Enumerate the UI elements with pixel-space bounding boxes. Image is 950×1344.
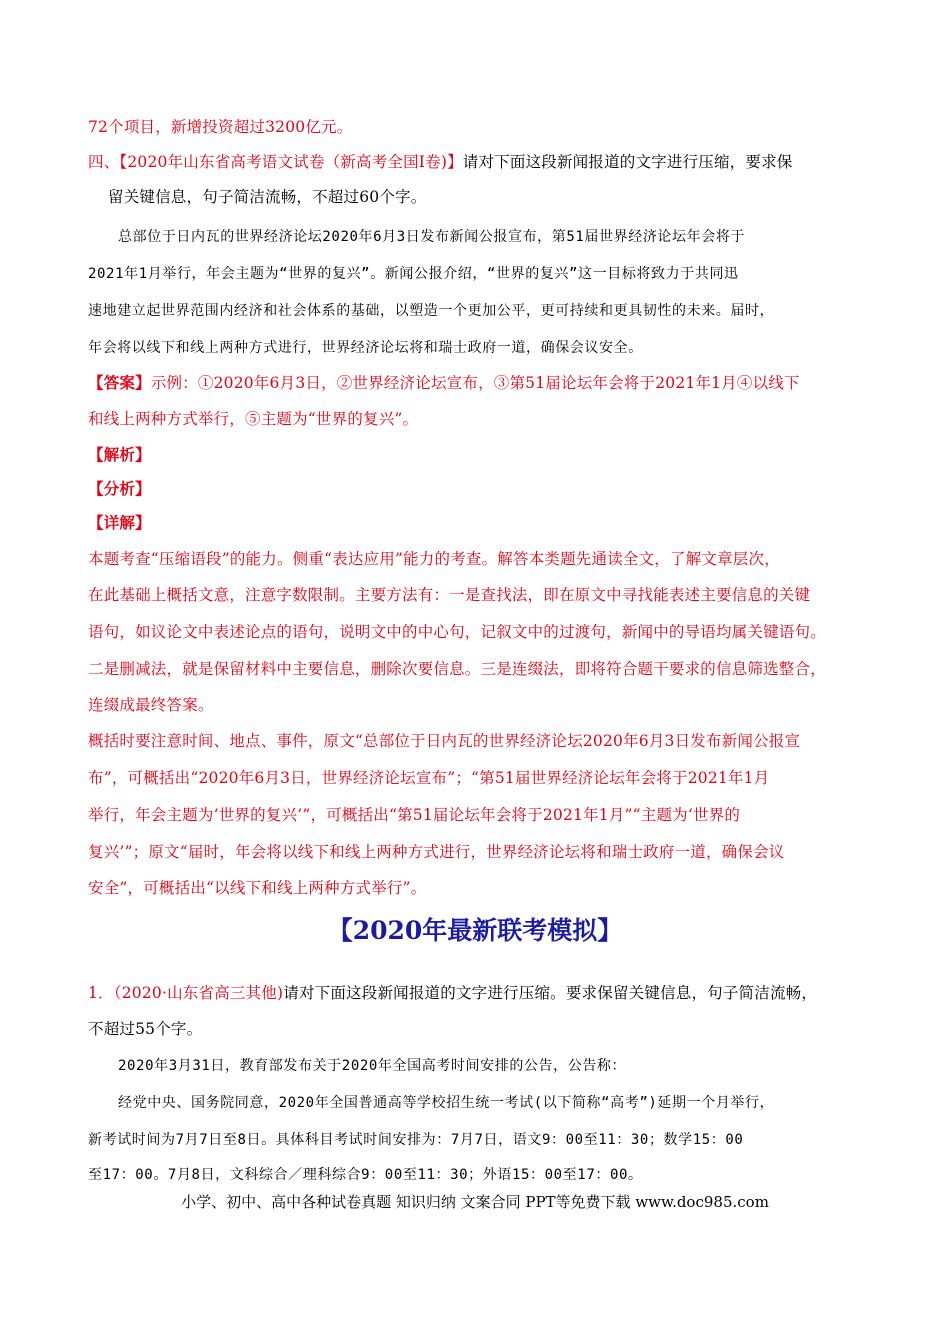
passage-line: 经党中央、国务院同意，2020年全国普通高等学校招生统一考试(以下简称“高考”)延期一个月举行， <box>118 1095 775 1111</box>
answer-tag: 【答案】 <box>88 373 151 392</box>
fenxi-tag: 【分析】 <box>88 479 151 498</box>
section-heading: 【2020年最新联考模拟】 <box>327 916 623 945</box>
explanation-line: 举行，年会主题为‘世界的复兴’”，可概括出“第51届论坛年会将于2021年1月”“主题为‘世界的 <box>88 806 741 824</box>
passage-line: 2021年1月举行，年会主题为“世界的复兴”。新闻公报介绍，“世界的复兴”这一目标将致力于共同迅 <box>88 266 739 282</box>
explanation-line: 安全”，可概括出“以线下和线上两种方式举行”。 <box>88 879 427 897</box>
passage-line: 年会将以线下和线上两种方式进行，世界经济论坛将和瑞士政府一道，确保会议安全。 <box>88 340 643 356</box>
answer-text-continued: 和线上两种方式举行，⑤主题为“世界的复兴”。 <box>88 410 419 428</box>
passage-line: 速地建立起世界范围内经济和社会体系的基础，以塑造一个更加公平，更可持续和更具韧性的未来。届时， <box>88 303 775 319</box>
explanation-line: 二是删减法，就是保留材料中主要信息，删除次要信息。三是连缀法，即将符合题干要求的信息筛选整合， <box>88 660 826 678</box>
explanation-line: 布”，可概括出“2020年6月3日，世界经济论坛宣布”；“第51届世界经济论坛年会将于2021年1月 <box>88 769 770 787</box>
explanation-line: 连缀成最终答案。 <box>88 696 214 714</box>
question-1-header <box>88 983 817 1003</box>
answer-text: 示例：①2020年6月3日，②世界经济论坛宣布，③第51届论坛年会将于2021年1月④以线下 <box>150 374 800 392</box>
passage-line: 2020年3月31日，教育部发布关于2020年全国高考时间安排的公告，公告称： <box>118 1058 627 1074</box>
question-prompt-continued: 留关键信息，句子简洁流畅，不超过60个字。 <box>108 188 427 206</box>
question-number: 四、 <box>88 153 120 171</box>
question-prompt-continued: 不超过55个字。 <box>88 1020 203 1038</box>
question-source: （2020·山东省高三其他) <box>113 984 284 1002</box>
passage-line: 新考试时间为7月7日至8日。具体科目考试时间安排为：7月7日，语文9：00至11：30；数学15：00 <box>88 1132 744 1148</box>
explanation-line: 本题考查“压缩语段”的能力。侧重“表达应用”能力的考查。解答本类题先通读全文，了解文章层次， <box>88 550 780 568</box>
analysis-tag: 【解析】 <box>88 445 151 464</box>
detail-tag: 【详解】 <box>88 513 151 532</box>
continuation-line: 72个项目，新增投资超过3200亿元。 <box>88 118 353 136</box>
question-4-header <box>88 152 792 172</box>
passage-line: 总部位于日内瓦的世界经济论坛2020年6月3日发布新闻公报宣布，第51届世界经济论坛年会将于 <box>118 229 746 245</box>
explanation-line: 概括时要注意时间、地点、事件，原文“总部位于日内瓦的世界经济论坛2020年6月3日发布新闻公报宣 <box>88 732 801 750</box>
explanation-line: 在此基础上概括文意，注意字数限制。主要方法有：一是查找法，即在原文中寻找能表述主要信息的关键 <box>88 586 811 604</box>
question-prompt: 请对下面这段新闻报道的文字进行压缩。要求保留关键信息，句子简洁流畅， <box>283 984 818 1002</box>
page-footer: 小学、初中、高中各种试卷真题 知识归纳 文案合同 PPT等免费下载 www.doc985.com <box>181 1193 769 1211</box>
question-source: 【2020年山东省高考语文试卷（新高考全国Ⅰ卷)】 <box>119 153 463 171</box>
answer-line <box>88 373 800 393</box>
question-number: 1． <box>88 984 114 1002</box>
question-prompt: 请对下面这段新闻报道的文字进行压缩，要求保 <box>462 153 793 171</box>
explanation-line: 复兴’”；原文“届时，年会将以线下和线上两种方式进行，世界经济论坛将和瑞士政府一道，确保会议 <box>88 843 785 861</box>
passage-line: 至17：00。7月8日，文科综合／理科综合9：00至11：30；外语15：00至17：00。 <box>88 1167 643 1183</box>
explanation-line: 语句，如议论文中表述论点的语句，说明文中的中心句，记叙文中的过渡句，新闻中的导语均属关键语句。 <box>88 623 826 641</box>
